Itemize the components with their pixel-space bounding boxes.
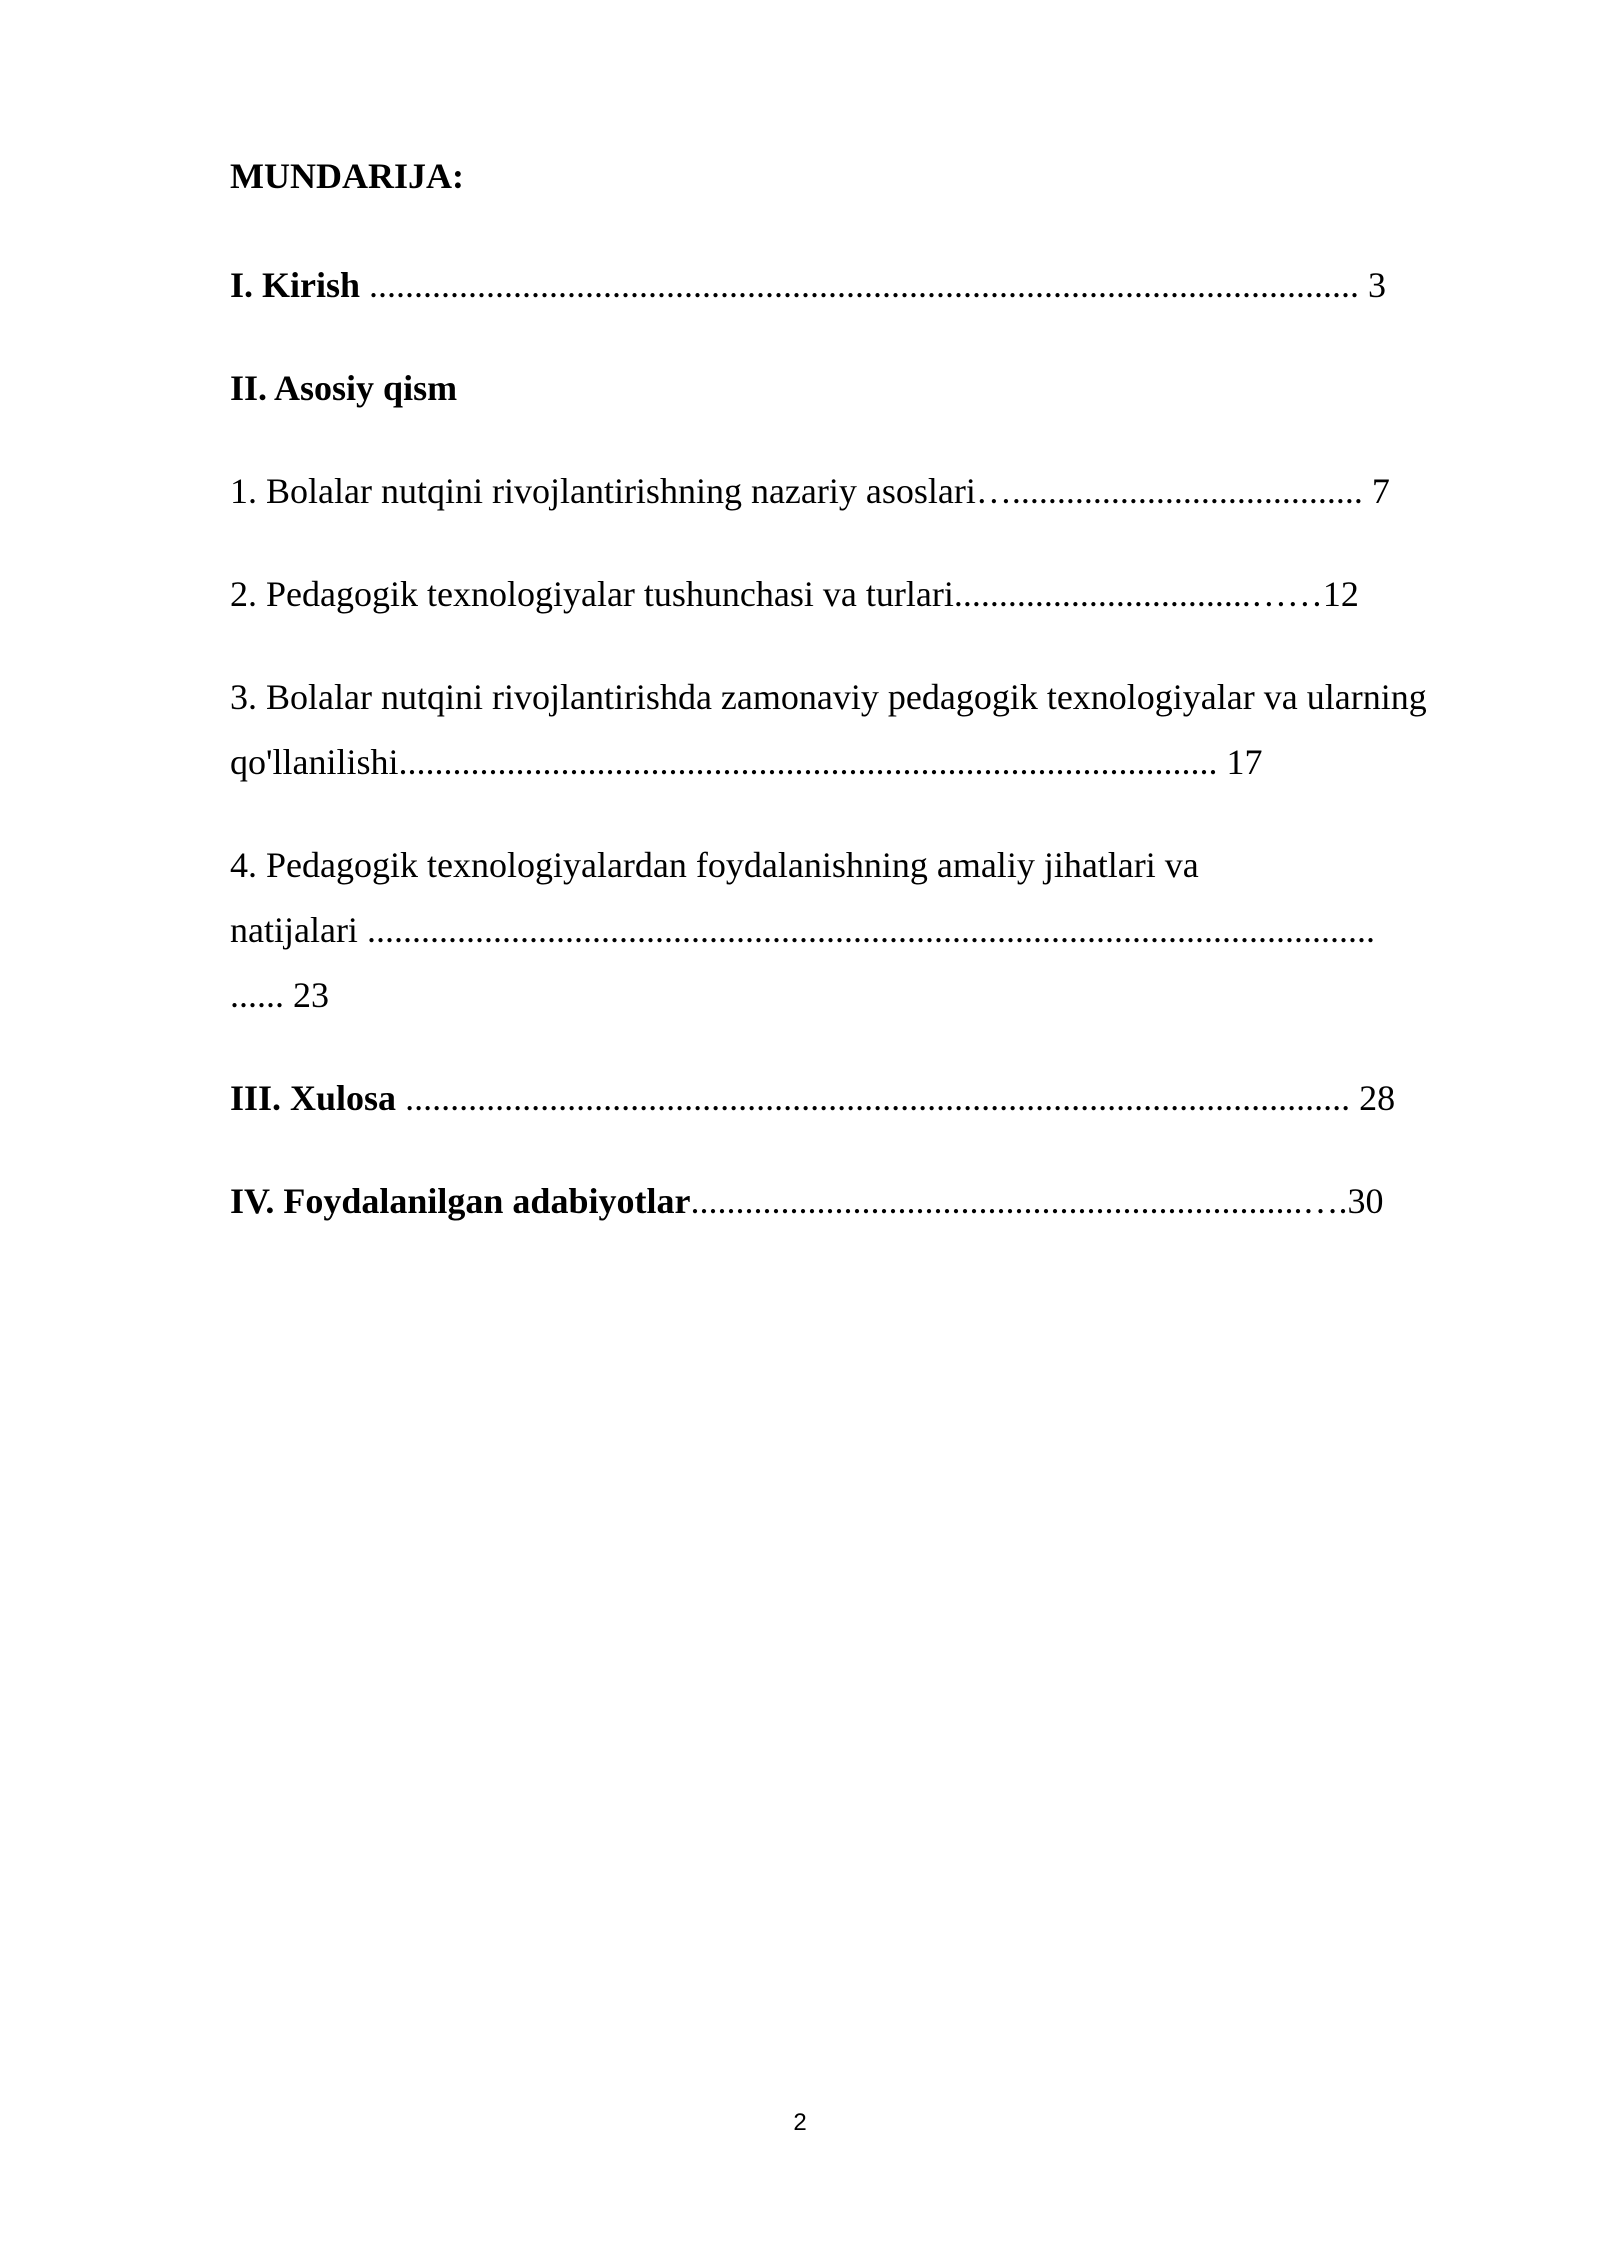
toc-entry-page: 7: [1371, 471, 1390, 511]
toc-entry-kirish: [230, 253, 1490, 318]
toc-entry-chapter-3: [230, 665, 1490, 795]
toc-entry-asosiy-qism: [230, 356, 1490, 421]
toc-entry-title: 2. Pedagogik texnologiyalar tushunchasi va turlari: [230, 574, 954, 614]
toc-entry-xulosa: [230, 1066, 1490, 1131]
toc-entry-leader: .........................................................................................................: [396, 1078, 1360, 1118]
toc-entry-leader: ....................................................................….: [690, 1181, 1348, 1221]
toc-entry-page: 17: [1226, 742, 1263, 782]
toc-entry-leader: ..............................................................................................................: [360, 265, 1369, 305]
toc-entry-page: 30: [1347, 1181, 1384, 1221]
toc-entry-leader: ….......................................: [975, 471, 1372, 511]
table-of-contents: [230, 150, 1490, 1272]
page-number: 2: [793, 2109, 807, 2136]
toc-entry-adabiyotlar: [230, 1169, 1490, 1234]
toc-entry-chapter-2: [230, 562, 1490, 627]
toc-entry-chapter-1: [230, 459, 1490, 524]
toc-entry-leader: ...........................................................................................: [398, 742, 1227, 782]
toc-entry-title: 4. Pedagogik texnologiyalardan foydalanishning amaliy jihatlari va natijalari: [230, 845, 1199, 950]
toc-entry-title: II. Asosiy qism: [230, 368, 458, 408]
toc-entry-leader: .................................……: [953, 574, 1323, 614]
toc-entry-leader: ................................................................................................................ ......: [230, 910, 1375, 1015]
toc-entry-title: IV. Foydalanilgan adabiyotlar: [230, 1181, 691, 1221]
toc-entry-title: 1. Bolalar nutqini rivojlantirishning nazariy asoslari: [230, 471, 976, 511]
toc-entry-title: 3. Bolalar nutqini rivojlantirishda zamonaviy pedagogik texnologiyalar va ularning qo'llanilishi: [230, 677, 1436, 782]
toc-entry-chapter-4: [230, 833, 1490, 1028]
toc-entry-page: 23: [293, 975, 329, 1015]
toc-entry-page: 12: [1322, 574, 1359, 614]
toc-entry-title: I. Kirish: [230, 265, 361, 305]
toc-entry-title: III. Xulosa: [230, 1078, 397, 1118]
toc-entry-page: 28: [1359, 1078, 1396, 1118]
toc-entry-page: 3: [1368, 265, 1387, 305]
toc-heading: MUNDARIJA:: [230, 156, 464, 196]
